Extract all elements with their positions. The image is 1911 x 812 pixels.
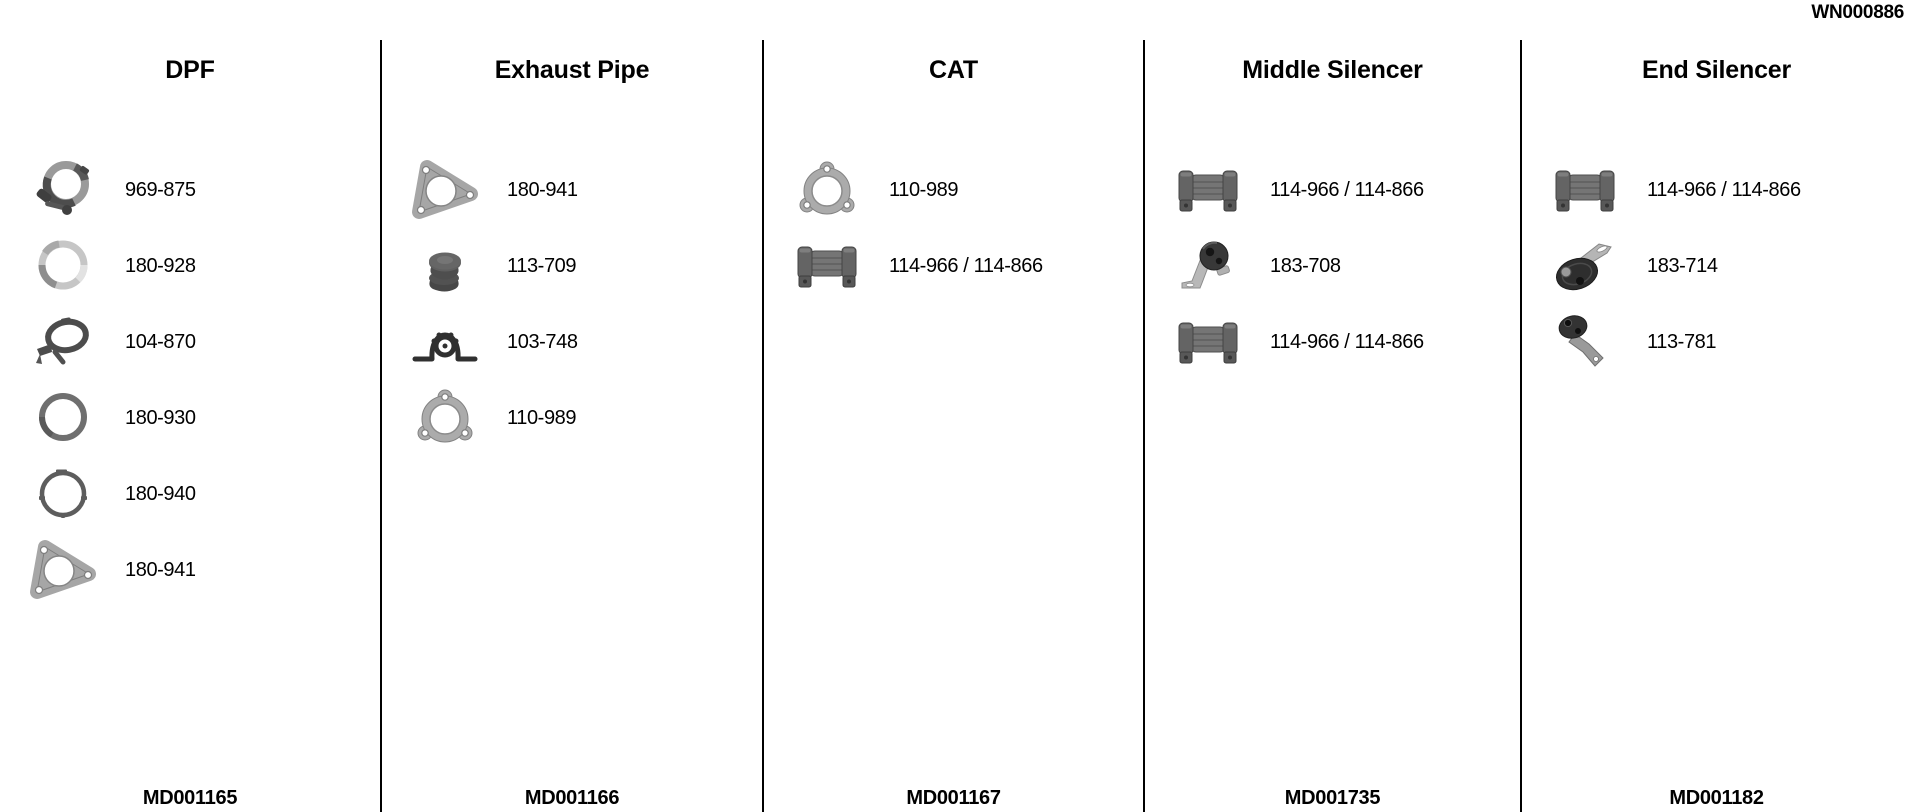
column-cat [762,40,1143,812]
part-item [0,456,380,532]
part-number: 180-930 [125,406,196,429]
parts-list [0,152,380,608]
ring-gasket-thin-icon [25,462,101,526]
part-item [382,152,762,228]
part-number: 113-709 [507,254,577,277]
part-item [1522,152,1911,228]
part-item [764,228,1143,304]
part-number: 969-875 [125,178,196,201]
part-item [0,304,380,380]
part-number: 113-781 [1647,330,1717,353]
flange-gasket-round-icon [789,158,865,222]
part-item [1145,228,1520,304]
document-code: WN000886 [1811,2,1904,23]
column-title: DPF [165,56,215,84]
part-number: 180-940 [125,482,196,505]
parts-list [764,152,1143,304]
column-middle-silencer [1143,40,1520,812]
part-item [1522,228,1911,304]
part-number: 103-748 [507,330,578,353]
part-item [0,152,380,228]
part-number: 104-870 [125,330,196,353]
part-item [0,532,380,608]
column-dpf [0,40,380,812]
part-number: 110-989 [507,406,577,429]
part-number: 180-941 [507,178,578,201]
rubber-hanger-bracket-icon [1170,234,1246,298]
pipe-connector-icon [1170,158,1246,222]
part-item [764,152,1143,228]
vband-clamp-icon [25,158,101,222]
part-item [382,380,762,456]
part-number: 183-708 [1270,254,1341,277]
column-title: Exhaust Pipe [494,56,650,84]
pipe-clamp-icon [25,310,101,374]
part-number: 114-966 / 114-866 [1270,330,1424,353]
pipe-connector-icon [789,234,865,298]
parts-list [1522,152,1911,380]
part-item [1522,304,1911,380]
flange-gasket-triangular-icon [407,158,483,222]
rubber-hanger-arm-icon [1547,310,1623,374]
part-item [382,228,762,304]
column-title: CAT [929,56,978,84]
part-number: 180-941 [125,558,196,581]
parts-columns [0,40,1911,812]
part-number: 114-966 / 114-866 [889,254,1043,277]
column-footer-code: MD001165 [142,787,238,809]
column-footer-code: MD001167 [906,787,1001,809]
part-number: 114-966 / 114-866 [1647,178,1801,201]
part-item [0,380,380,456]
part-number: 110-989 [889,178,959,201]
flange-gasket-triangular-icon [25,538,101,602]
part-item [0,228,380,304]
column-end-silencer [1520,40,1911,812]
column-footer-code: MD001735 [1284,787,1381,809]
parts-list [382,152,762,456]
part-number: 114-966 / 114-866 [1270,178,1424,201]
saddle-clamp-icon [407,310,483,374]
part-item [1145,152,1520,228]
part-number: 180-928 [125,254,196,277]
pipe-connector-icon [1547,158,1623,222]
rubber-hanger-strap-icon [1547,234,1623,298]
pipe-connector-icon [1170,310,1246,374]
column-title: End Silencer [1641,56,1792,84]
part-item [382,304,762,380]
column-footer-code: MD001166 [524,787,620,809]
column-footer-code: MD001182 [1669,787,1764,809]
flange-gasket-round-icon [407,386,483,450]
rubber-mount-icon [407,234,483,298]
parts-list [1145,152,1520,380]
column-exhaust-pipe [380,40,762,812]
ring-gasket-icon [25,386,101,450]
part-number: 183-714 [1647,254,1718,277]
column-title: Middle Silencer [1242,56,1423,84]
ring-gasket-light-icon [25,234,101,298]
part-item [1145,304,1520,380]
